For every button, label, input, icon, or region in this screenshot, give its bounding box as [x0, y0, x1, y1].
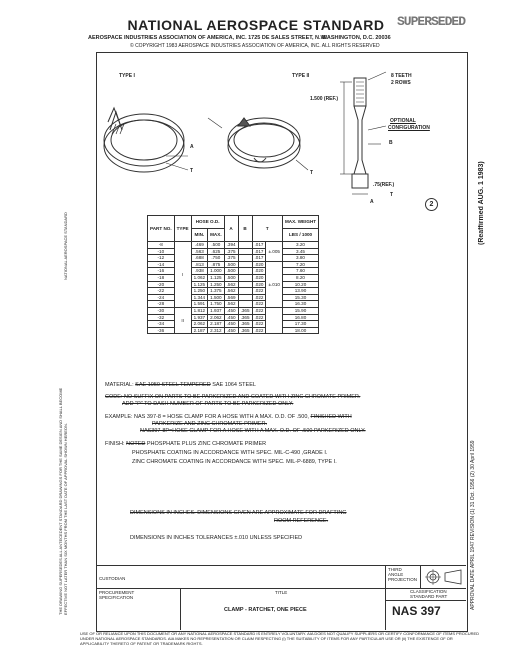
col-min: MIN. [191, 229, 208, 242]
weight-cell: 3.20 [282, 242, 318, 249]
a-cell: .500 [224, 274, 238, 281]
t-cell: .022 [252, 327, 266, 334]
weight-cell: 16.80 [282, 314, 318, 321]
ref-75-label: .75(REF.) [373, 182, 395, 188]
weight-cell: 10.20 [282, 281, 318, 288]
table-row [148, 314, 319, 321]
max-cell: 1.500 [208, 294, 225, 301]
max-cell: .500 [208, 242, 225, 249]
part-no-cell: -22 [148, 288, 175, 295]
b-cell [238, 281, 252, 288]
min-cell: 1.937 [191, 314, 208, 321]
type2-dim-t-label: T [310, 170, 314, 176]
b-cell [238, 255, 252, 262]
table-row [148, 327, 319, 334]
b-cell [238, 242, 252, 249]
max-cell: .750 [208, 255, 225, 262]
specification-label: SPECIFICATION [99, 595, 134, 600]
min-cell: .813 [191, 261, 208, 268]
table-row [148, 261, 319, 268]
finish-note-line3: ZINC CHROMATE COATING IN ACCORDANCE WITH SPEC. MIL-P-6889, TYPE I. [132, 459, 337, 465]
teeth-label: 8 TEETH [391, 73, 412, 79]
b-cell [238, 294, 252, 301]
t-cell: .017 [252, 242, 266, 249]
tolerance-cell: ±.010 [266, 261, 282, 307]
projection-symbol-icon [423, 568, 463, 586]
min-cell: 1.591 [191, 301, 208, 308]
part-no-cell: -10 [148, 248, 175, 255]
table-header-row [148, 216, 319, 229]
dim-b-label: B [389, 140, 393, 146]
b-cell: .365 [238, 327, 252, 334]
table-row [148, 294, 319, 301]
a-cell: .450 [224, 314, 238, 321]
max-cell: 1.000 [208, 268, 225, 275]
a-cell: .450 [224, 327, 238, 334]
weight-cell: 15.30 [282, 294, 318, 301]
t-cell: .020 [252, 274, 266, 281]
tolerance-cell [266, 307, 282, 333]
a-cell: .562 [224, 288, 238, 295]
a-cell: .562 [224, 281, 238, 288]
max-cell: 2.187 [208, 321, 225, 328]
a-cell: .569 [224, 294, 238, 301]
third-angle-1: THIRD [388, 567, 402, 572]
b-cell [238, 274, 252, 281]
max-cell: 1.750 [208, 301, 225, 308]
nas-number: NAS 397 [392, 604, 441, 618]
weight-cell: 13.90 [282, 288, 318, 295]
reaffirmed-note: (Reaffirmed AUG. 1 1983) [478, 161, 485, 245]
a-cell: .375 [224, 255, 238, 262]
min-cell: 1.125 [191, 281, 208, 288]
t-cell: .022 [252, 307, 266, 314]
example-note-line3: NAS397-8P=HOSE CLAMP FOR A HOSE WITH A MAX. O.D. OF .500 PARKERIZED ONLY. [140, 428, 366, 434]
type2-clamp-illustration [208, 118, 308, 170]
disclaimer-footer: USE OF OR RELIANCE UPON THIS DOCUMENT OR ANY NATIONAL AEROSPACE STANDARD IS ENTIRELY VOLUNTARY. AIA DOES NOT QUALIFY SUPPLIERS OR CERTIFY CONFORMANCE OF ITEMS PROCURED UNDER NATIONAL AEROSPACE STANDARDS. AIA MAKES NO REPRESENTATION OR CLAIM RESPECTING (i) THE SUITABILITY OF ITEMS FOR ANY PARTICULAR USE OR (ii) THE EXISTENCE OF OR APPLICABILITY THERETO OF PATENT OR TRADEMARK RIGHTS. [80, 631, 480, 646]
a-cell: .375 [224, 248, 238, 255]
min-cell: 1.062 [191, 274, 208, 281]
material-note: MATERIAL: SAE 1050 STEEL TEMPERED SAE 1064 STEEL [105, 382, 256, 388]
b-cell [238, 288, 252, 295]
b-cell: .365 [238, 314, 252, 321]
part-no-cell: -24 [148, 294, 175, 301]
col-lbs: LBS / 1000 [282, 229, 318, 242]
type1-dim-a-label: A [190, 144, 194, 150]
table-row [148, 248, 319, 255]
max-cell: 1.375 [208, 288, 225, 295]
weight-cell: 15.90 [282, 307, 318, 314]
finish-note-line1: FINISH: NOTED PHOSPHATE PLUS ZINC CHROMATE PRIMER [105, 441, 267, 447]
min-cell: 1.250 [191, 288, 208, 295]
min-cell: 2.187 [191, 327, 208, 334]
part-no-cell: -34 [148, 321, 175, 328]
approval-revision-dates: APPROVAL DATE APRIL 1947 REVISION (1) 31 Oct. 1956 (2) 30 April 1959 [470, 440, 476, 610]
t-cell: .022 [252, 321, 266, 328]
b-cell: .365 [238, 321, 252, 328]
col-type: TYPE [174, 216, 191, 242]
type2-label: TYPE II [292, 73, 310, 79]
left-logo: NATIONAL AEROSPACE STANDARD [63, 212, 68, 280]
type1-group [148, 242, 319, 308]
table-row [148, 274, 319, 281]
optional-label: OPTIONAL [390, 118, 416, 124]
configuration-label: CONFIGURATION [388, 125, 430, 131]
max-cell: 2.062 [208, 314, 225, 321]
max-cell: 2.312 [208, 327, 225, 334]
code-note-line2: ADD "P" TO DASH NUMBER OF PARTS TO BE PARKERIZED ONLY. [122, 401, 294, 407]
a-cell: .450 [224, 321, 238, 328]
part-no-cell: -16 [148, 268, 175, 275]
col-a: A [224, 216, 238, 242]
min-cell: 2.062 [191, 321, 208, 328]
finish-note-line2: PHOSPHATE COATING IN ACCORDANCE WITH SPEC. MIL-C-490 ,GRADE I. [132, 450, 328, 456]
t-cell: .020 [252, 261, 266, 268]
part-no-cell: -36 [148, 327, 175, 334]
col-t: T [252, 216, 282, 242]
part-no-cell: -8 [148, 242, 175, 249]
min-cell: .688 [191, 255, 208, 262]
weight-cell: 7.60 [282, 268, 318, 275]
a-cell: .562 [224, 301, 238, 308]
type1-clamp-illustration [104, 108, 188, 172]
table-row [148, 307, 319, 314]
a-cell: .500 [224, 261, 238, 268]
t-cell: .022 [252, 314, 266, 321]
type-cell: II [174, 307, 191, 333]
min-cell: .938 [191, 268, 208, 275]
min-cell: .469 [191, 242, 208, 249]
classification-value: STANDARD PART [410, 594, 448, 599]
table-row [148, 301, 319, 308]
col-max-weight: MAX. WEIGHT [282, 216, 318, 229]
title-label: TITLE [275, 590, 288, 595]
min-cell: 1.812 [191, 307, 208, 314]
custodian-label: CUSTODIAN [99, 576, 126, 581]
type1-label: TYPE I [119, 73, 135, 79]
example-note-line2: PARKERIZE AND ZINC CHROMATE PRIMER. [152, 421, 268, 427]
dim-a-label: A [370, 199, 374, 205]
max-cell: 1.937 [208, 307, 225, 314]
table-row [148, 281, 319, 288]
part-no-cell: -28 [148, 301, 175, 308]
classification-label: CLASSIFICATION [410, 589, 447, 594]
type1-dim-t-label: T [190, 168, 194, 174]
procurement-label: PROCUREMENT [99, 590, 135, 595]
strip-detail [340, 72, 386, 194]
col-hose-od: HOSE O.D. [191, 216, 224, 229]
revision-circle: 2 [425, 198, 438, 211]
third-angle-2: ANGLE [388, 572, 404, 577]
col-part-no: PART NO. [148, 216, 175, 242]
dims-struck-line1: DIMENSIONS IN INCHES. DIMENSIONS GIVEN ARE APPROXIMATE FOR DRAFTING [130, 510, 347, 516]
supersede-note: THE DRAWING SUPERSEDES ALL ANTECEDENT STANDARD DRAWINGS FOR THE SAME DESIGN AND SHALL BECOME EFFECTIVE NOT LATER THAN SIX MONTHS FROM THE LAST DATE OF APPROVAL SHOWN HEREON. [58, 387, 69, 615]
location: WASHINGTON, D.C. 20036 [322, 35, 391, 41]
t-cell: .022 [252, 301, 266, 308]
max-cell: 1.250 [208, 281, 225, 288]
weight-cell: 7.20 [282, 261, 318, 268]
b-cell [238, 248, 252, 255]
b-cell [238, 268, 252, 275]
part-no-cell: -32 [148, 314, 175, 321]
t-cell: .020 [252, 268, 266, 275]
min-cell: 1.344 [191, 294, 208, 301]
t-cell: .022 [252, 294, 266, 301]
copyright: © COPYRIGHT 1983 AEROSPACE INDUSTRIES ASSOCIATION OF AMERICA, INC. ALL RIGHTS RESERVED [130, 43, 380, 49]
part-no-cell: -20 [148, 281, 175, 288]
superseded-stamp: SUPERSEDED [397, 14, 466, 29]
a-cell: .394 [224, 242, 238, 249]
b-cell: .365 [238, 307, 252, 314]
table-row [148, 288, 319, 295]
col-max: MAX. [208, 229, 225, 242]
association-address: AEROSPACE INDUSTRIES ASSOCIATION OF AMERICA, INC. 1725 DE SALES STREET, N.W. [88, 35, 327, 41]
example-note-line1: EXAMPLE: NAS 397-8 = HOSE CLAMP FOR A HOSE WITH A MAX. O.D. OF .500, FINISHED WITH [105, 414, 352, 420]
table-row [148, 268, 319, 275]
spec-table [147, 215, 319, 334]
t-cell: .017 [252, 248, 266, 255]
min-cell: .563 [191, 248, 208, 255]
a-cell: .450 [224, 307, 238, 314]
weight-cell: 18.00 [282, 327, 318, 334]
weight-cell: 8.20 [282, 274, 318, 281]
type-cell: I [174, 242, 191, 308]
part-no-cell: -18 [148, 274, 175, 281]
tolerance-cell: ±.005 [266, 242, 282, 262]
part-no-cell: -30 [148, 307, 175, 314]
dims-struck-line2: ROOM REFERENCE. [274, 518, 329, 524]
weight-cell: 17.30 [282, 321, 318, 328]
t-cell: .017 [252, 255, 266, 262]
table-row [148, 321, 319, 328]
type2-group [148, 307, 319, 333]
weight-cell: 3.80 [282, 255, 318, 262]
max-cell: 1.125 [208, 274, 225, 281]
max-cell: .625 [208, 248, 225, 255]
b-cell [238, 301, 252, 308]
ref-1500-label: 1.500 (REF.) [310, 96, 339, 102]
dim-t-label: T [390, 192, 394, 198]
weight-cell: 3.45 [282, 248, 318, 255]
rows-label: 2 ROWS [391, 80, 411, 86]
title-value: CLAMP - RATCHET, ONE PIECE [224, 607, 307, 613]
part-no-cell: -12 [148, 255, 175, 262]
part-no-cell: -14 [148, 261, 175, 268]
weight-cell: 16.30 [282, 301, 318, 308]
dims-final-note: DIMENSIONS IN INCHES TOLERANCES ±.010 UNLESS SPECIFIED [130, 535, 303, 541]
col-b: B [238, 216, 252, 242]
b-cell [238, 261, 252, 268]
a-cell: .500 [224, 268, 238, 275]
table-row [148, 255, 319, 262]
table-row [148, 242, 319, 249]
max-cell: .875 [208, 261, 225, 268]
document-title: NATIONAL AEROSPACE STANDARD [127, 17, 385, 33]
third-angle-3: PROJECTION [388, 577, 418, 582]
t-cell: .020 [252, 281, 266, 288]
code-note-line1: CODE: NO SUFFIX ON PARTS TO BE PARKERIZED AND COATED WITH ZINC CHROMATE PRIMER. [105, 394, 361, 400]
t-cell: .022 [252, 288, 266, 295]
